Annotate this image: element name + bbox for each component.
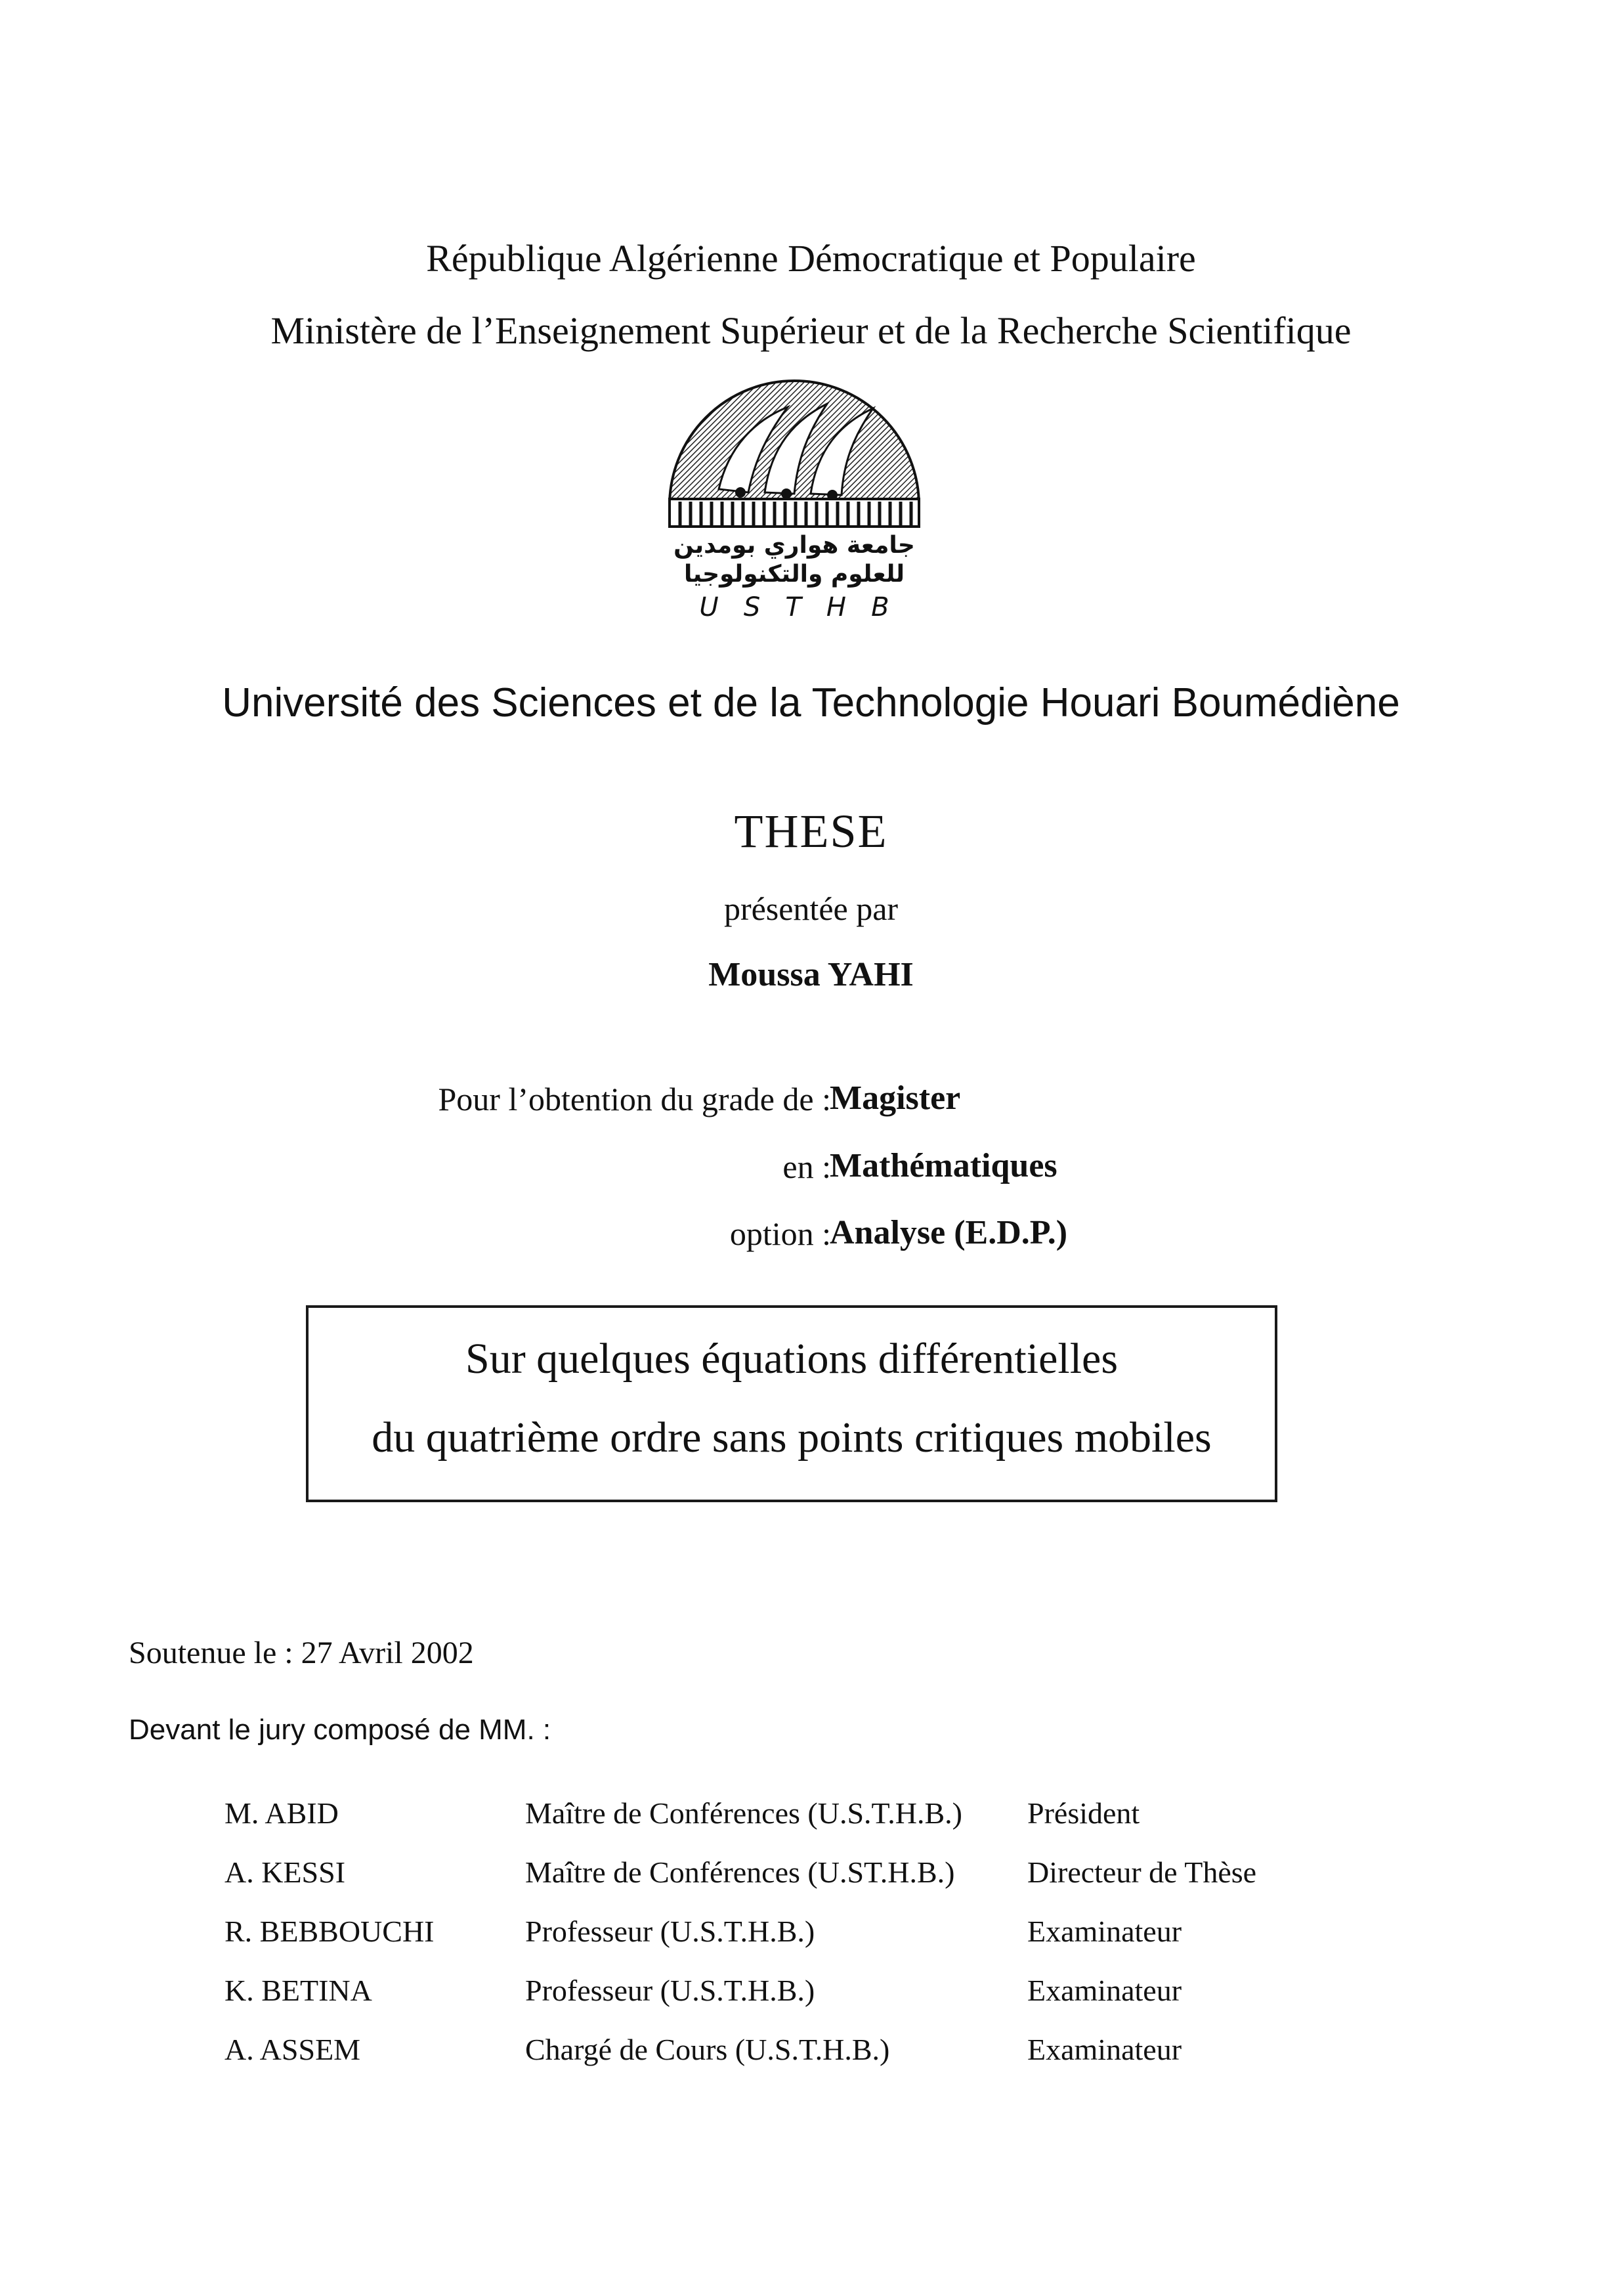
subject-line2: du quatrième ordre sans points critiques mobiles xyxy=(372,1414,1212,1462)
jury-member-title: Maître de Conférences (U.S.T.H.B.) xyxy=(525,1796,962,1830)
jury-member-name: M. ABID xyxy=(224,1796,339,1830)
jury-member-name: R. BEBBOUCHI xyxy=(224,1915,435,1948)
logo-letters: U S T H B xyxy=(699,592,889,622)
jury-member-role: Examinateur xyxy=(1027,1915,1182,1948)
jury-member-title: Chargé de Cours (U.S.T.H.B.) xyxy=(525,2033,890,2066)
option-value: Analyse (E.D.P.) xyxy=(830,1214,1068,1251)
jury-member-title: Professeur (U.S.T.H.B.) xyxy=(525,1915,815,1948)
option-label: option : xyxy=(729,1215,831,1252)
presented-by-label: présentée par xyxy=(723,890,899,927)
jury-member-role: Examinateur xyxy=(1027,1974,1182,2007)
thesis-title: THESE xyxy=(734,805,888,857)
jury-member-row xyxy=(0,1796,1622,1848)
jury-member-role: Examinateur xyxy=(1027,2033,1182,2066)
jury-member-row xyxy=(0,1914,1622,1966)
jury-member-name: K. BETINA xyxy=(224,1974,372,2007)
logo-arabic-line1: جامعة هواري بومدين xyxy=(673,532,915,559)
jury-member-title: Maître de Conférences (U.ST.H.B.) xyxy=(525,1855,955,1889)
jury-member-row xyxy=(0,1855,1622,1907)
grade-value: Magister xyxy=(830,1079,961,1117)
usthb-logo xyxy=(656,368,932,630)
thesis-subject-box xyxy=(306,1305,1277,1502)
university-name: Université des Sciences et de la Technologie Houari Boumédiène xyxy=(222,680,1400,726)
jury-member-title: Professeur (U.S.T.H.B.) xyxy=(525,1974,815,2007)
jury-member-name: A. KESSI xyxy=(224,1855,346,1889)
ministry-header-line2: Ministère de l’Enseignement Supérieur et de la Recherche Scientifique xyxy=(270,309,1352,352)
logo-arabic-line2: للعلوم والتكنولوجيا xyxy=(683,561,905,588)
field-value: Mathématiques xyxy=(830,1147,1057,1184)
grade-label: Pour l’obtention du grade de : xyxy=(438,1081,831,1117)
jury-member-row xyxy=(0,1973,1622,2025)
jury-intro: Devant le jury composé de MM. : xyxy=(129,1714,551,1746)
jury-member-name: A. ASSEM xyxy=(224,2033,361,2066)
defense-date: Soutenue le : 27 Avril 2002 xyxy=(129,1635,474,1670)
field-label: en : xyxy=(782,1148,831,1185)
author-name: Moussa YAHI xyxy=(708,956,914,993)
jury-member-role: Président xyxy=(1027,1796,1140,1830)
jury-member-role: Directeur de Thèse xyxy=(1027,1855,1257,1889)
ministry-header-line1: République Algérienne Démocratique et Populaire xyxy=(426,237,1196,280)
subject-line1: Sur quelques équations différentielles xyxy=(465,1335,1119,1383)
jury-member-row xyxy=(0,2032,1622,2085)
